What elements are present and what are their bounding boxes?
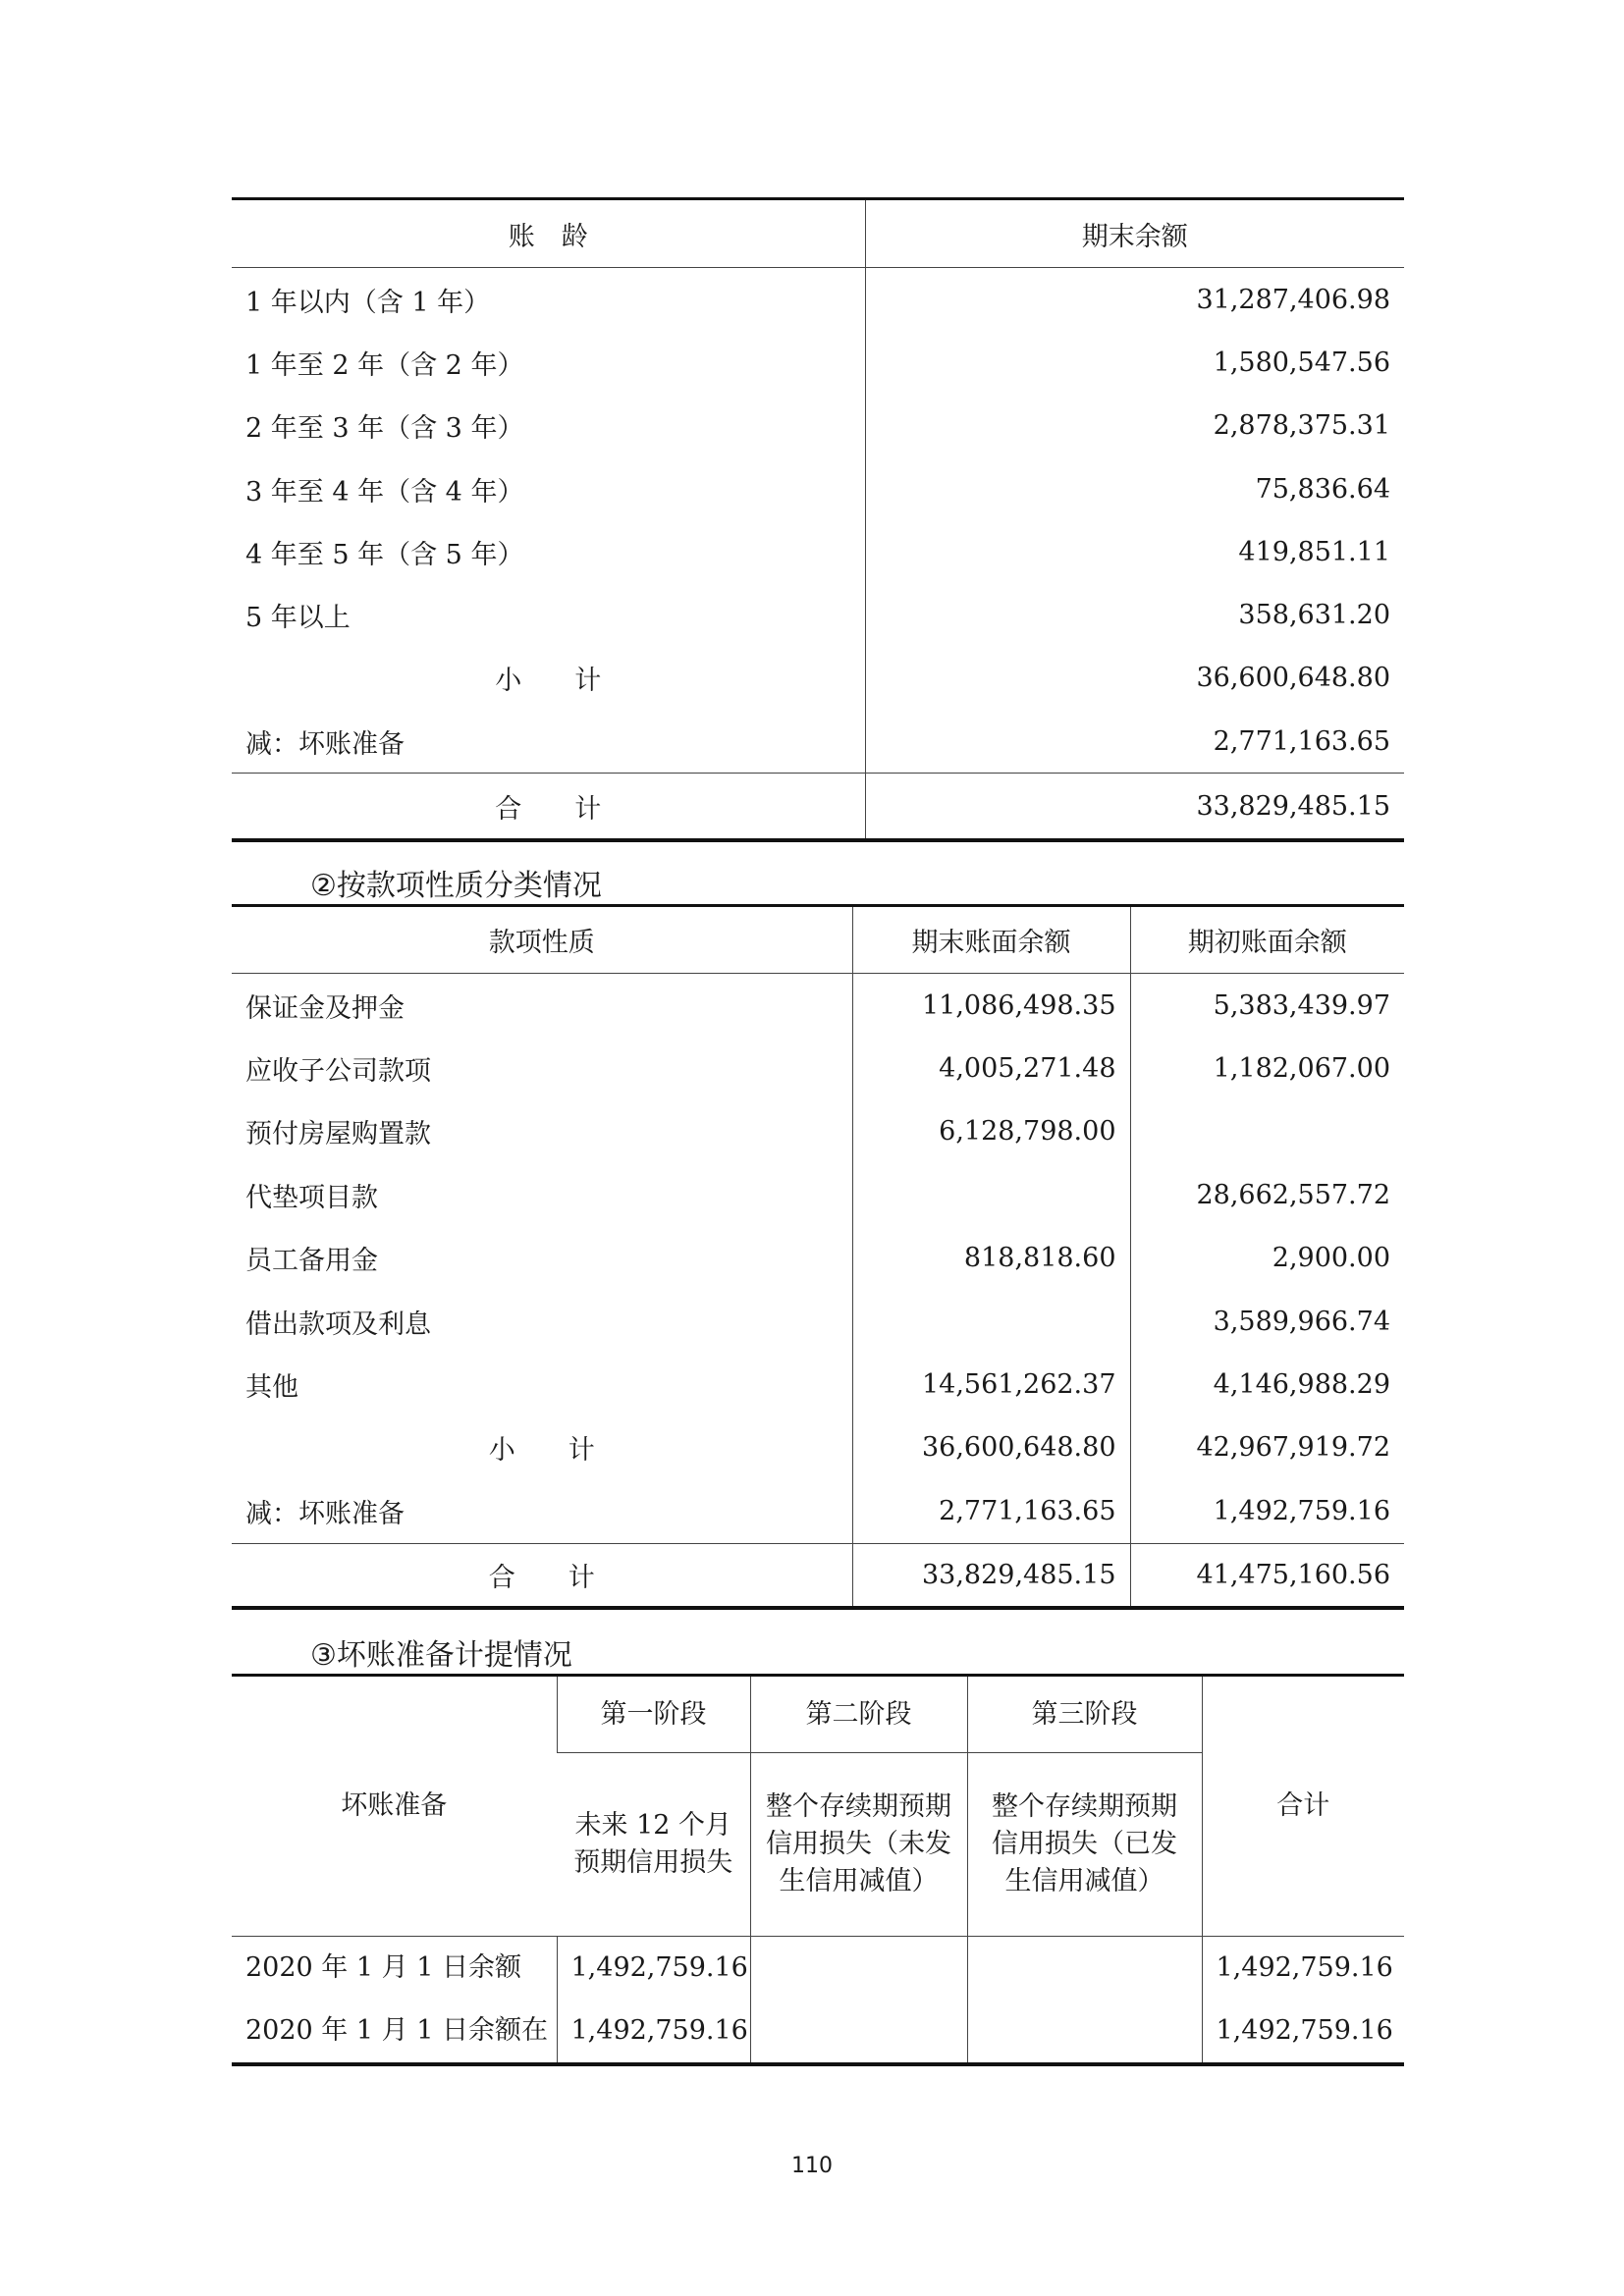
section2-title: ②按款项性质分类情况	[310, 869, 602, 903]
table-row	[232, 1290, 1404, 1353]
less-label: 减：坏账准备	[245, 728, 405, 760]
total-row	[232, 774, 1404, 841]
nature-table	[232, 904, 1404, 1610]
less-row	[232, 1479, 1404, 1543]
nature-header-row	[232, 906, 1404, 974]
aging-header-row	[232, 199, 1404, 268]
row-label: 2020 年 1 月 1 日余额在	[245, 2015, 548, 2046]
table-row	[232, 1227, 1404, 1290]
section3-title: ③坏账准备计提情况	[310, 1638, 572, 1673]
aging-header-label: 账 龄	[232, 199, 865, 268]
nature-header-begin: 期初账面余额	[1130, 906, 1404, 974]
table-row	[232, 1100, 1404, 1163]
less-label: 减：坏账准备	[245, 1498, 405, 1529]
table-row	[232, 1937, 1404, 2001]
total-label: 合 计	[232, 774, 865, 841]
row-stage1-value: 1,492,759.16	[557, 2000, 750, 2064]
subtotal-row	[232, 1416, 1404, 1479]
row-label: 4 年至 5 年（含 5 年）	[245, 539, 524, 570]
row-label: 3 年至 4 年（含 4 年）	[245, 476, 524, 507]
row-begin-value: 5,383,439.97	[1130, 974, 1404, 1038]
subtotal-label: 小 计	[495, 666, 602, 697]
row-value: 2,878,375.31	[865, 395, 1404, 457]
page-number: 110	[791, 2154, 833, 2178]
row-label: 代垫项目款	[245, 1182, 378, 1213]
stage3-header: 第三阶段	[967, 1676, 1202, 1753]
total-label: 合 计	[232, 1543, 852, 1608]
total-row	[232, 1543, 1404, 1608]
nature-header-label: 款项性质	[232, 906, 852, 974]
row-label: 2020 年 1 月 1 日余额	[232, 1937, 557, 2001]
row-end-value	[852, 1163, 1130, 1226]
row-label: 员工备用金	[245, 1246, 378, 1277]
row-label: 1 年以内（含 1 年）	[245, 287, 491, 318]
less-end-value: 2,771,163.65	[852, 1479, 1130, 1543]
table-row	[232, 268, 1404, 332]
subtotal-end-value: 36,600,648.80	[852, 1416, 1130, 1479]
row-stage3-value	[967, 2000, 1202, 2064]
stage1-description: 未来 12 个月预期信用损失	[573, 1810, 733, 1878]
row-label: 2 年至 3 年（含 3 年）	[245, 413, 524, 445]
less-begin-value: 1,492,759.16	[1130, 1479, 1404, 1543]
row-stage3-value	[967, 1937, 1202, 2001]
aging-header-value: 期末余额	[865, 199, 1404, 268]
table-row	[232, 331, 1404, 394]
row-total-value: 1,492,759.16	[1202, 2000, 1404, 2064]
provision-table	[232, 1674, 1404, 2066]
total-header: 合计	[1202, 1676, 1404, 1937]
row-begin-value: 1,182,067.00	[1130, 1037, 1404, 1099]
row-value: 1,580,547.56	[865, 331, 1404, 394]
row-stage2-value	[750, 1937, 967, 2001]
provision-header-row	[232, 1676, 1404, 1753]
table-row	[232, 520, 1404, 583]
table-row	[232, 1037, 1404, 1099]
total-value: 33,829,485.15	[865, 774, 1404, 841]
row-end-value: 14,561,262.37	[852, 1353, 1130, 1415]
row-label: 其他	[245, 1372, 298, 1404]
table-row	[232, 395, 1404, 457]
row-end-value	[852, 1290, 1130, 1353]
stage1-header: 第一阶段	[557, 1676, 750, 1753]
table-row	[232, 974, 1404, 1038]
row-begin-value: 3,589,966.74	[1130, 1290, 1404, 1353]
row-value: 358,631.20	[865, 583, 1404, 646]
row-begin-value: 28,662,557.72	[1130, 1163, 1404, 1226]
subtotal-label: 小 计	[488, 1435, 595, 1467]
row-end-value: 4,005,271.48	[852, 1037, 1130, 1099]
table-row	[232, 2000, 1404, 2064]
less-row	[232, 710, 1404, 774]
row-label: 应收子公司款项	[245, 1056, 431, 1088]
row-value: 419,851.11	[865, 520, 1404, 583]
row-label: 预付房屋购置款	[245, 1119, 431, 1150]
row-begin-value: 4,146,988.29	[1130, 1353, 1404, 1415]
table-row	[232, 1163, 1404, 1226]
row-label: 5 年以上	[245, 603, 351, 634]
aging-table	[232, 197, 1404, 842]
subtotal-begin-value: 42,967,919.72	[1130, 1416, 1404, 1479]
row-end-value: 6,128,798.00	[852, 1100, 1130, 1163]
row-value: 31,287,406.98	[865, 268, 1404, 332]
table-row	[232, 457, 1404, 520]
subtotal-value: 36,600,648.80	[865, 647, 1404, 710]
row-stage2-value	[750, 2000, 967, 2064]
row-label: 保证金及押金	[245, 992, 405, 1024]
stage2-description: 整个存续期预期信用损失（未发生信用减值）	[750, 1753, 967, 1937]
row-label: 1 年至 2 年（含 2 年）	[245, 349, 524, 381]
provision-corner-label: 坏账准备	[341, 1790, 448, 1821]
less-value: 2,771,163.65	[865, 710, 1404, 774]
row-stage1-value: 1,492,759.16	[557, 1937, 750, 2001]
total-begin-value: 41,475,160.56	[1130, 1543, 1404, 1608]
row-end-value: 818,818.60	[852, 1227, 1130, 1290]
stage3-description: 整个存续期预期信用损失（已发生信用减值）	[967, 1753, 1202, 1937]
total-end-value: 33,829,485.15	[852, 1543, 1130, 1608]
nature-header-end: 期末账面余额	[852, 906, 1130, 974]
table-row	[232, 1353, 1404, 1415]
row-value: 75,836.64	[865, 457, 1404, 520]
row-total-value: 1,492,759.16	[1202, 1937, 1404, 2001]
row-begin-value: 2,900.00	[1130, 1227, 1404, 1290]
row-label: 借出款项及利息	[245, 1308, 431, 1340]
row-end-value: 11,086,498.35	[852, 974, 1130, 1038]
table-row	[232, 583, 1404, 646]
row-begin-value	[1130, 1100, 1404, 1163]
subtotal-row	[232, 647, 1404, 710]
stage2-header: 第二阶段	[750, 1676, 967, 1753]
